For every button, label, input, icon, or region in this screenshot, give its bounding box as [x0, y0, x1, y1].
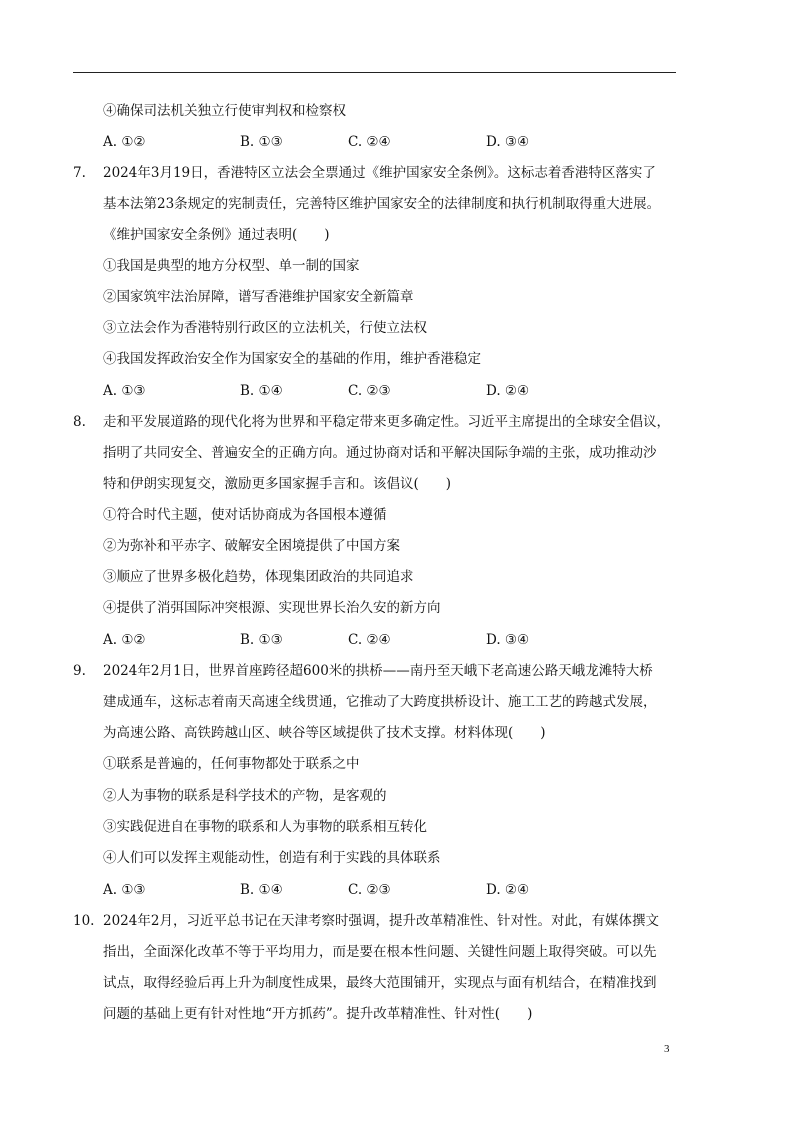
option-a: A. ①②: [103, 632, 146, 648]
question-7-line-3: 《维护国家安全条例》通过表明( ): [103, 227, 330, 243]
question-7-line-2: 基本法第23条规定的宪制责任，完善特区维护国家安全的法律制度和执行机制取得重大进展。: [103, 196, 661, 212]
option-c: C. ②③: [348, 882, 391, 898]
option-a: A. ①③: [103, 383, 146, 399]
option-c: C. ②④: [348, 632, 391, 648]
page-number: 3: [664, 1043, 670, 1055]
question-7-item-4: ④我国发挥政治安全作为国家安全的基础的作用，维护香港稳定: [103, 351, 481, 367]
question-7-item-1: ①我国是典型的地方分权型、单一制的国家: [103, 258, 360, 274]
question-8-item-3: ③顺应了世界多极化趋势，体现集团政治的共同追求: [103, 569, 414, 585]
option-c: C. ②③: [348, 383, 391, 399]
question-10-line-2: 指出，全面深化改革不等于平均用力，而是要在根本性问题、关键性问题上取得突破。可以先: [103, 944, 657, 960]
question-9-line-2: 建成通车，这标志着南天高速全线贯通，它推动了大跨度拱桥设计、施工工艺的跨越式发展，: [103, 694, 657, 710]
question-number: 10.: [73, 913, 95, 929]
question-8-item-2: ②为弥补和平赤字、破解安全困境提供了中国方案: [103, 538, 400, 554]
question-9-item-2: ②人为事物的联系是科学技术的产物，是客观的: [103, 788, 387, 804]
question-8-line-2: 指明了共同安全、普遍安全的正确方向。通过协商对话和平解决国际争端的主张，成功推动沙: [103, 445, 657, 461]
header-rule: [73, 72, 676, 73]
question-8-line-1: 8. 走和平发展道路的现代化将为世界和平稳定带来更多确定性。习近平主席提出的全球安全倡议，: [73, 414, 670, 430]
prev-item-4: ④确保司法机关独立行使审判权和检察权: [103, 103, 346, 119]
option-d: D. ③④: [486, 134, 530, 150]
question-9-item-3: ③实践促进自在事物的联系和人为事物的联系相互转化: [103, 819, 427, 835]
option-c: C. ②④: [348, 134, 391, 150]
option-b: B. ①③: [240, 134, 283, 150]
option-a: A. ①②: [103, 134, 146, 150]
option-d: D. ②④: [486, 882, 530, 898]
question-7-item-2: ②国家筑牢法治屏障，谱写香港维护国家安全新篇章: [103, 289, 414, 305]
question-7-item-3: ③立法会作为香港特别行政区的立法机关，行使立法权: [103, 320, 427, 336]
question-8-line-3: 特和伊朗实现复交，激励更多国家握手言和。该倡议( ): [103, 476, 452, 492]
question-8-item-1: ①符合时代主题，使对话协商成为各国根本遵循: [103, 507, 387, 523]
option-b: B. ①③: [240, 632, 283, 648]
question-number: 9.: [73, 663, 86, 679]
question-8-item-4: ④提供了消弭国际冲突根源、实现世界长治久安的新方向: [103, 600, 441, 616]
question-10-line-3: 试点，取得经验后再上升为制度性成果，最终大范围铺开，实现点与面有机结合，在精准找到: [103, 975, 657, 991]
question-9-item-1: ①联系是普遍的，任何事物都处于联系之中: [103, 756, 360, 772]
option-b: B. ①④: [240, 383, 283, 399]
question-number: 7.: [73, 165, 86, 181]
option-d: D. ②④: [486, 383, 530, 399]
option-b: B. ①④: [240, 882, 283, 898]
option-d: D. ③④: [486, 632, 530, 648]
question-10-line-1: 10. 2024年2月，习近平总书记在天津考察时强调，提升改革精准性、针对性。对此，有媒体撰文: [73, 913, 659, 929]
question-9-line-1: 9. 2024年2月1日，世界首座跨径超600米的拱桥——南丹至天峨下老高速公路天峨龙滩特大桥: [73, 663, 653, 679]
question-9-item-4: ④人们可以发挥主观能动性，创造有利于实践的具体联系: [103, 850, 441, 866]
question-number: 8.: [73, 414, 86, 430]
option-a: A. ①③: [103, 882, 146, 898]
question-10-line-4: 问题的基础上更有针对性地“开方抓药”。提升改革精准性、针对性( ): [103, 1006, 533, 1022]
question-7-line-1: 7. 2024年3月19日，香港特区立法会全票通过《维护国家安全条例》。这标志着香港特区落实了: [73, 165, 656, 181]
question-9-line-3: 为高速公路、高铁跨越山区、峡谷等区域提供了技术支撑。材料体现( ): [103, 725, 546, 741]
